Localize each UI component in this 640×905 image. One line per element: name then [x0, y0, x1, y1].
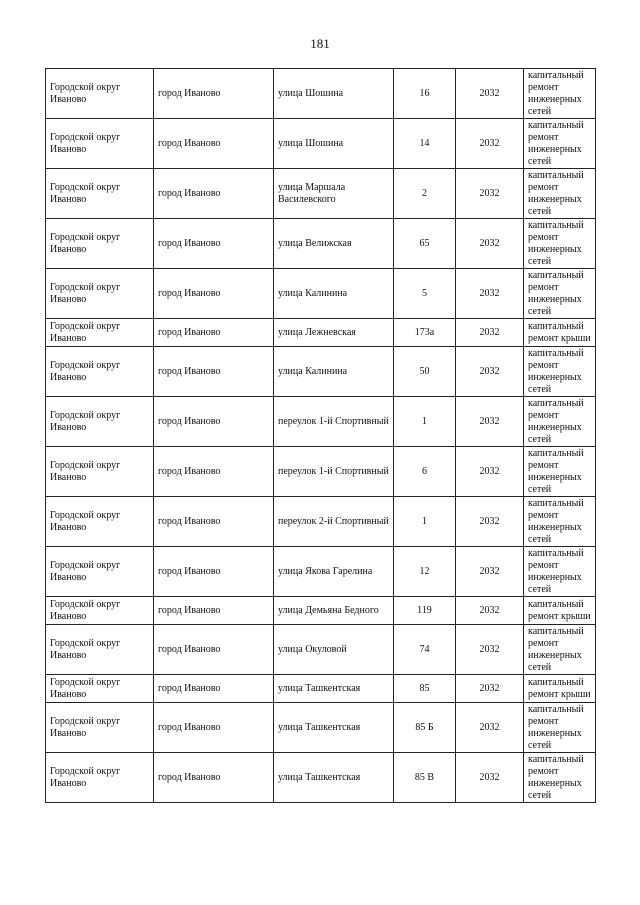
cell-house-number: 85	[394, 675, 456, 703]
cell-year: 2032	[456, 219, 524, 269]
table-row	[46, 397, 596, 447]
cell-work-type: капитальный ремонт инженерных сетей	[524, 753, 596, 803]
cell-city: город Иваново	[154, 219, 274, 269]
cell-street: улица Велижская	[274, 219, 394, 269]
table-row	[46, 703, 596, 753]
cell-street: переулок 1-й Спортивный	[274, 397, 394, 447]
cell-district: Городской округ Иваново	[46, 675, 154, 703]
cell-street: улица Демьяна Бедного	[274, 597, 394, 625]
cell-work-type: капитальный ремонт инженерных сетей	[524, 703, 596, 753]
cell-year: 2032	[456, 597, 524, 625]
cell-house-number: 50	[394, 347, 456, 397]
cell-city: город Иваново	[154, 625, 274, 675]
table-row	[46, 625, 596, 675]
table-row	[46, 269, 596, 319]
cell-year: 2032	[456, 497, 524, 547]
cell-house-number: 85 Б	[394, 703, 456, 753]
cell-work-type: капитальный ремонт инженерных сетей	[524, 119, 596, 169]
cell-house-number: 65	[394, 219, 456, 269]
cell-district: Городской округ Иваново	[46, 753, 154, 803]
cell-district: Городской округ Иваново	[46, 347, 154, 397]
table-body	[46, 69, 596, 803]
cell-house-number: 2	[394, 169, 456, 219]
cell-house-number: 119	[394, 597, 456, 625]
cell-street: улица Ташкентская	[274, 703, 394, 753]
cell-year: 2032	[456, 269, 524, 319]
cell-district: Городской округ Иваново	[46, 169, 154, 219]
cell-district: Городской округ Иваново	[46, 397, 154, 447]
cell-year: 2032	[456, 447, 524, 497]
cell-street: переулок 2-й Спортивный	[274, 497, 394, 547]
repair-schedule-table	[45, 68, 596, 803]
cell-work-type: капитальный ремонт инженерных сетей	[524, 219, 596, 269]
cell-work-type: капитальный ремонт инженерных сетей	[524, 347, 596, 397]
cell-city: город Иваново	[154, 447, 274, 497]
table-row	[46, 169, 596, 219]
cell-work-type: капитальный ремонт крыши	[524, 319, 596, 347]
cell-work-type: капитальный ремонт инженерных сетей	[524, 447, 596, 497]
cell-city: город Иваново	[154, 119, 274, 169]
table-row	[46, 319, 596, 347]
cell-year: 2032	[456, 397, 524, 447]
cell-street: переулок 1-й Спортивный	[274, 447, 394, 497]
table-row	[46, 69, 596, 119]
table-row	[46, 219, 596, 269]
cell-city: город Иваново	[154, 397, 274, 447]
cell-district: Городской округ Иваново	[46, 547, 154, 597]
cell-city: город Иваново	[154, 497, 274, 547]
cell-street: улица Якова Гарелина	[274, 547, 394, 597]
cell-district: Городской округ Иваново	[46, 703, 154, 753]
cell-city: город Иваново	[154, 703, 274, 753]
cell-work-type: капитальный ремонт инженерных сетей	[524, 169, 596, 219]
cell-house-number: 85 В	[394, 753, 456, 803]
cell-street: улица Лежневская	[274, 319, 394, 347]
cell-work-type: капитальный ремонт крыши	[524, 597, 596, 625]
cell-house-number: 14	[394, 119, 456, 169]
cell-district: Городской округ Иваново	[46, 269, 154, 319]
table-row	[46, 675, 596, 703]
cell-house-number: 6	[394, 447, 456, 497]
cell-district: Городской округ Иваново	[46, 497, 154, 547]
cell-street: улица Шошина	[274, 119, 394, 169]
cell-year: 2032	[456, 119, 524, 169]
table-row	[46, 753, 596, 803]
cell-street: улица Окуловой	[274, 625, 394, 675]
table-row	[46, 497, 596, 547]
cell-year: 2032	[456, 169, 524, 219]
cell-city: город Иваново	[154, 547, 274, 597]
table-row	[46, 447, 596, 497]
cell-city: город Иваново	[154, 169, 274, 219]
cell-house-number: 173а	[394, 319, 456, 347]
cell-district: Городской округ Иваново	[46, 119, 154, 169]
cell-city: город Иваново	[154, 675, 274, 703]
cell-year: 2032	[456, 69, 524, 119]
cell-house-number: 12	[394, 547, 456, 597]
cell-street: улица Ташкентская	[274, 753, 394, 803]
cell-street: улица Ташкентская	[274, 675, 394, 703]
cell-street: улица Калинина	[274, 269, 394, 319]
cell-city: город Иваново	[154, 69, 274, 119]
cell-district: Городской округ Иваново	[46, 597, 154, 625]
cell-district: Городской округ Иваново	[46, 447, 154, 497]
cell-district: Городской округ Иваново	[46, 319, 154, 347]
cell-year: 2032	[456, 675, 524, 703]
cell-district: Городской округ Иваново	[46, 69, 154, 119]
cell-house-number: 74	[394, 625, 456, 675]
cell-year: 2032	[456, 319, 524, 347]
cell-district: Городской округ Иваново	[46, 625, 154, 675]
cell-city: город Иваново	[154, 597, 274, 625]
cell-city: город Иваново	[154, 347, 274, 397]
table-row	[46, 347, 596, 397]
cell-street: улица Калинина	[274, 347, 394, 397]
cell-city: город Иваново	[154, 753, 274, 803]
cell-year: 2032	[456, 347, 524, 397]
cell-district: Городской округ Иваново	[46, 219, 154, 269]
cell-work-type: капитальный ремонт инженерных сетей	[524, 547, 596, 597]
cell-work-type: капитальный ремонт инженерных сетей	[524, 269, 596, 319]
table-row	[46, 119, 596, 169]
cell-year: 2032	[456, 703, 524, 753]
cell-house-number: 1	[394, 397, 456, 447]
cell-work-type: капитальный ремонт инженерных сетей	[524, 497, 596, 547]
cell-house-number: 1	[394, 497, 456, 547]
cell-work-type: капитальный ремонт инженерных сетей	[524, 69, 596, 119]
cell-street: улица Маршала Василевского	[274, 169, 394, 219]
table-row	[46, 597, 596, 625]
cell-house-number: 5	[394, 269, 456, 319]
cell-street: улица Шошина	[274, 69, 394, 119]
cell-city: город Иваново	[154, 319, 274, 347]
cell-work-type: капитальный ремонт инженерных сетей	[524, 397, 596, 447]
page-number: 181	[310, 36, 330, 51]
cell-year: 2032	[456, 547, 524, 597]
cell-work-type: капитальный ремонт инженерных сетей	[524, 625, 596, 675]
cell-house-number: 16	[394, 69, 456, 119]
cell-year: 2032	[456, 753, 524, 803]
table-row	[46, 547, 596, 597]
cell-city: город Иваново	[154, 269, 274, 319]
cell-year: 2032	[456, 625, 524, 675]
cell-work-type: капитальный ремонт крыши	[524, 675, 596, 703]
